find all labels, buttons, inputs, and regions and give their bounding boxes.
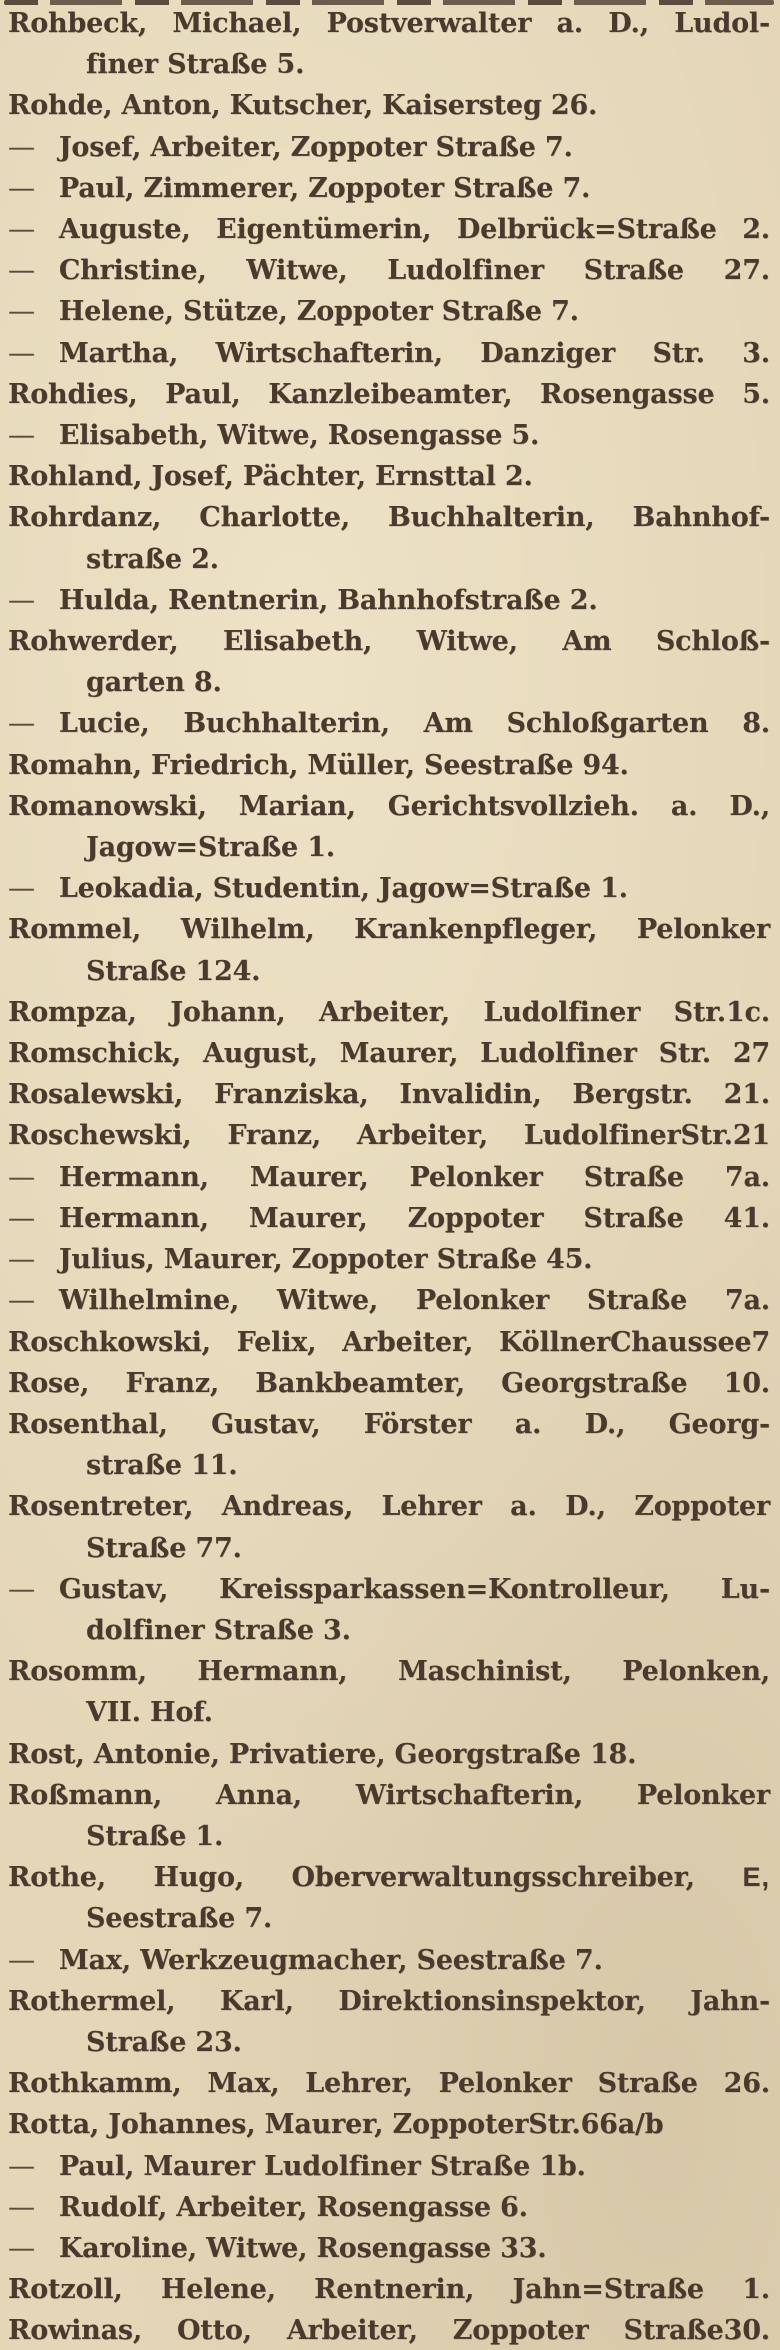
entry-line: Seestraße 7.	[86, 1903, 273, 1935]
entry-line: Rohwerder, Elisabeth, Witwe, Am Schloß-	[8, 626, 770, 658]
directory-entry	[8, 1239, 770, 1280]
entry-line: straße 11.	[86, 1450, 238, 1482]
directory-entry	[8, 2104, 770, 2145]
same-surname-dash: —	[8, 584, 35, 616]
directory-entry	[8, 1074, 770, 1115]
entry-line: garten 8.	[86, 667, 222, 699]
entry-line: Romahn, Friedrich, Müller, Seestraße 94.	[8, 749, 629, 781]
same-surname-dash: —	[8, 1573, 35, 1605]
directory-entry	[8, 868, 770, 909]
entry-line: — Josef, Arbeiter, Zoppoter Straße 7.	[8, 127, 770, 168]
entry-line: Rothe, Hugo, Oberverwaltungsschreiber, E,	[8, 1862, 770, 1894]
entry-line: Rotta, Johannes, Maurer, ZoppoterStr.66a/b	[8, 2109, 664, 2141]
entry-line: Rothermel, Karl, Direktionsinspektor, Jahn-	[8, 1985, 770, 2017]
same-surname-dash: —	[8, 2150, 35, 2182]
entry-line: Rohrdanz, Charlotte, Buchhalterin, Bahnhof-	[8, 502, 770, 534]
directory-entry	[8, 2310, 770, 2350]
directory-entry	[8, 415, 770, 456]
same-surname-dash: —	[8, 420, 35, 452]
directory-entry	[8, 1940, 770, 1981]
entry-line: Straße 77.	[86, 1532, 242, 1564]
directory-entry	[8, 992, 770, 1033]
same-surname-dash: —	[8, 337, 35, 369]
directory-entry	[8, 1651, 770, 1733]
directory-entry	[8, 1157, 770, 1198]
same-surname-dash: —	[8, 873, 35, 905]
same-surname-dash: —	[8, 172, 35, 204]
same-surname-dash: —	[8, 1944, 35, 1976]
entry-line: Roschkowski, Felix, Arbeiter, KöllnerChaussee7	[8, 1326, 770, 1358]
entry-line: Rowinas, Otto, Arbeiter, Zoppoter Straße30.	[8, 2315, 770, 2347]
entry-line: Rost, Antonie, Privatiere, Georgstraße 18.	[8, 1738, 637, 1770]
entry-line: — Elisabeth, Witwe, Rosengasse 5.	[8, 415, 770, 456]
entry-line: — Karoline, Witwe, Rosengasse 33.	[8, 2228, 770, 2269]
directory-entry	[8, 1486, 770, 1568]
entry-line: — Rudolf, Arbeiter, Rosengasse 6.	[8, 2187, 770, 2228]
entry-line: Rosenthal, Gustav, Förster a. D., Georg-	[8, 1408, 770, 1440]
directory-entry	[8, 374, 770, 415]
directory-entry	[8, 1363, 770, 1404]
entry-line: — Christine, Witwe, Ludolfiner Straße 27.	[8, 250, 770, 291]
entry-line: Straße 23.	[86, 2026, 242, 2058]
directory-entry	[8, 580, 770, 621]
entry-line: Rommel, Wilhelm, Krankenpfleger, Pelonker	[8, 914, 770, 946]
entry-line: — Hermann, Maurer, Pelonker Straße 7a.	[8, 1157, 770, 1198]
entry-line: Straße 124.	[86, 955, 261, 987]
directory-entry	[8, 168, 770, 209]
entry-line: — Paul, Zimmerer, Zoppoter Straße 7.	[8, 168, 770, 209]
entry-line: Rosalewski, Franziska, Invalidin, Bergstr. 21.	[8, 1079, 770, 1111]
entry-line: Rompza, Johann, Arbeiter, Ludolfiner Str.1c.	[8, 996, 770, 1028]
directory-entry	[8, 2187, 770, 2228]
entry-line: Romschick, August, Maurer, Ludolfiner Str. 27	[8, 1038, 770, 1070]
directory-entry	[8, 291, 770, 332]
directory-column	[8, 3, 770, 2350]
entry-line: — Julius, Maurer, Zoppoter Straße 45.	[8, 1239, 770, 1280]
entry-line: — Martha, Wirtschafterin, Danziger Str. 3.	[8, 333, 770, 374]
same-surname-dash: —	[8, 296, 35, 328]
entry-line: Romanowski, Marian, Gerichtsvollzieh. a. D.,	[8, 790, 770, 822]
entry-line: Rotzoll, Helene, Rentnerin, Jahn=Straße 1.	[8, 2274, 770, 2306]
directory-entry	[8, 1033, 770, 1074]
same-surname-dash: —	[8, 1161, 35, 1193]
directory-entry	[8, 333, 770, 374]
entry-line: Rosentreter, Andreas, Lehrer a. D., Zoppoter	[8, 1491, 770, 1523]
entry-line: Rohde, Anton, Kutscher, Kaisersteg 26.	[8, 90, 598, 122]
entry-line: Jagow=Straße 1.	[86, 832, 335, 864]
entry-line: — Lucie, Buchhalterin, Am Schloßgarten 8.	[8, 703, 770, 744]
entry-line: Rose, Franz, Bankbeamter, Georgstraße 10.	[8, 1367, 770, 1399]
directory-entry	[8, 1198, 770, 1239]
entry-line: Roßmann, Anna, Wirtschafterin, Pelonker	[8, 1779, 770, 1811]
entry-line: Rohbeck, Michael, Postverwalter a. D., Ludol-	[8, 8, 770, 39]
same-surname-dash: —	[8, 708, 35, 740]
entry-line: finer Straße 5.	[86, 49, 305, 81]
directory-entry	[8, 250, 770, 291]
entry-line: Rothkamm, Max, Lehrer, Pelonker Straße 26.	[8, 2068, 770, 2100]
entry-line: VII. Hof.	[86, 1697, 213, 1729]
entry-line: — Wilhelmine, Witwe, Pelonker Straße 7a.	[8, 1280, 770, 1321]
entry-line: — Hermann, Maurer, Zoppoter Straße 41.	[8, 1198, 770, 1239]
entry-line: Roschewski, Franz, Arbeiter, LudolfinerStr.21	[8, 1120, 770, 1152]
same-surname-dash: —	[8, 1202, 35, 1234]
entry-line: Rohland, Josef, Pächter, Ernsttal 2.	[8, 461, 533, 493]
entry-line: Rohdies, Paul, Kanzleibeamter, Rosengasse 5.	[8, 378, 770, 410]
same-surname-dash: —	[8, 2191, 35, 2223]
entry-line: — Max, Werkzeugmacher, Seestraße 7.	[8, 1940, 770, 1981]
directory-entry	[8, 497, 770, 579]
directory-entry	[8, 1322, 770, 1363]
directory-entry	[8, 1775, 770, 1857]
entry-line: — Auguste, Eigentümerin, Delbrück=Straße 2.	[8, 209, 770, 250]
entry-line: Straße 1.	[86, 1820, 224, 1852]
directory-entry	[8, 127, 770, 168]
entry-line: — Paul, Maurer Ludolfiner Straße 1b.	[8, 2146, 770, 2187]
entry-line: Rosomm, Hermann, Maschinist, Pelonken,	[8, 1656, 770, 1688]
directory-entry	[8, 1981, 770, 2063]
directory-entry	[8, 2146, 770, 2187]
same-surname-dash: —	[8, 214, 35, 246]
entry-line: — Helene, Stütze, Zoppoter Straße 7.	[8, 291, 770, 332]
directory-entry	[8, 456, 770, 497]
directory-entry	[8, 909, 770, 991]
directory-entry	[8, 2228, 770, 2269]
directory-entry	[8, 1404, 770, 1486]
directory-entry	[8, 786, 770, 868]
directory-entry	[8, 85, 770, 126]
directory-entry	[8, 2269, 770, 2310]
same-surname-dash: —	[8, 1244, 35, 1276]
same-surname-dash: —	[8, 255, 35, 287]
same-surname-dash: —	[8, 2232, 35, 2264]
entry-line: — Leokadia, Studentin, Jagow=Straße 1.	[8, 868, 770, 909]
directory-entry	[8, 1734, 770, 1775]
directory-entry	[8, 209, 770, 250]
directory-entry	[8, 1569, 770, 1651]
owner-marker: E,	[742, 1862, 770, 1893]
directory-entry	[8, 1280, 770, 1321]
directory-entry	[8, 703, 770, 744]
directory-entry	[8, 621, 770, 703]
directory-entry	[8, 3, 770, 85]
entry-line: straße 2.	[86, 543, 219, 575]
directory-entry	[8, 1115, 770, 1156]
directory-entry	[8, 2063, 770, 2104]
directory-entry	[8, 1857, 770, 1939]
directory-entry	[8, 745, 770, 786]
same-surname-dash: —	[8, 1285, 35, 1317]
same-surname-dash: —	[8, 131, 35, 163]
entry-line: — Hulda, Rentnerin, Bahnhofstraße 2.	[8, 580, 770, 621]
entry-line: dolfiner Straße 3.	[86, 1614, 351, 1646]
entry-line: — Gustav, Kreissparkassen=Kontrolleur, Lu-	[8, 1569, 770, 1610]
